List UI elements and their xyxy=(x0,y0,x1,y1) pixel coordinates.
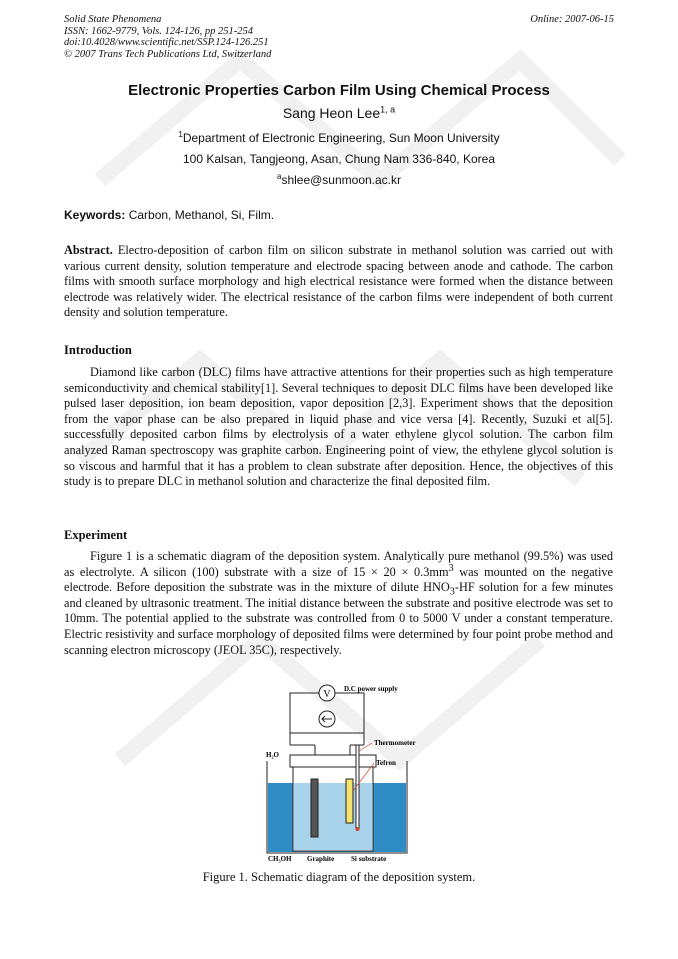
online-date: Online: 2007-06-15 xyxy=(530,14,614,25)
experiment-text-2: was mounted on the negative electrode. Before deposition the substrate was in the mixture of dilute HNO xyxy=(64,564,614,595)
introduction-text: Diamond like carbon (DLC) films have attractive attentions for their properties such as high temperature semiconductivity and chemical stability[1]. Several techniques to deposit DLC films have been developed like pulsed laser deposition, ion beam deposition, vapor deposition [2,3]. Experiment shows that the deposition from the vapor phase can be also prepared in liquid phase and vice versa [4]. Recently, Suzuki et al[5]. successfully deposited carbon films by electrolysis of a water ethylene glycol solution. The carbon film analyzed Raman spectroscopy was graphite carbon. Engineering point of view, the ethylene glycol solution is so viscous and harmful that it has a problem to clean substrate after deposition. Hence, the objectives of this study is to prepare DLC in methanol solution and characterize the final deposited film. xyxy=(64,365,613,489)
copyright: © 2007 Trans Tech Publications Ltd, Switzerland xyxy=(64,48,272,60)
experiment-text-3: -HF solution for a few minutes and cleaned by ultrasonic treatment. The initial distance between the substrate and positive electrode was set to 10mm. The potential applied to the substrate was controlled from 0 to 5000 V under a constant temperature. Electric resistivity and surface morphology of deposited films were determined by four point probe method and scanning electron microscopy (JEOL 35C), respectively. xyxy=(64,580,613,657)
affiliation-email xyxy=(0,173,678,187)
keywords xyxy=(64,208,274,222)
experiment-heading: Experiment xyxy=(64,528,128,542)
doi: doi:10.4028/www.scientific.net/SSP.124-126.251 xyxy=(64,37,269,48)
si-substrate-label: Si substrate xyxy=(351,855,387,863)
author-name: Sang Heon Lee xyxy=(282,105,381,121)
h2o-label: H₂O xyxy=(266,751,279,759)
abstract-text: Electro-deposition of carbon film on silicon substrate in methanol solution was carried out with various current density, solution temperature and electrode spacing between anode and cathode. The carbon films with smooth surface morphology and high electrical resistance were formed when the distance between electrode was relatively wider. The electrical resistance of the carbon films were independent of both current density and solution temperature. xyxy=(64,243,613,320)
tefron-label: Tefron xyxy=(376,759,396,767)
abstract xyxy=(64,243,613,321)
thermometer-label: Thermometer xyxy=(374,739,416,747)
ch3oh-label: CH₃OH xyxy=(268,855,292,863)
author-sup: 1, a xyxy=(380,104,396,115)
deposition-system-diagram xyxy=(262,683,422,863)
thermometer-icon xyxy=(356,745,359,829)
email: shlee@sunmoon.ac.kr xyxy=(281,173,402,187)
graphite-electrode xyxy=(311,779,318,837)
author xyxy=(0,105,678,121)
experiment-text-1: Figure 1 is a schematic diagram of the deposition system. Analytically pure methanol (99.5%) was used as electrolyte. A silicon (100) substrate with a size of 15 × 20 × 0.3mm xyxy=(64,549,613,579)
si-substrate-electrode xyxy=(346,779,353,823)
introduction-heading: Introduction xyxy=(64,343,132,357)
graphite-label: Graphite xyxy=(307,855,335,863)
dc-power-label: D.C power supply xyxy=(344,685,398,693)
journal-header xyxy=(64,14,614,60)
methanol-fill xyxy=(294,783,372,850)
voltmeter-label: V xyxy=(323,689,331,700)
thermometer-bulb xyxy=(356,827,360,831)
paper-title: Electronic Properties Carbon Film Using Chemical Process xyxy=(128,82,550,99)
affiliation-line1 xyxy=(0,131,678,145)
affil-sup-a: a xyxy=(276,172,282,181)
affil-sup-1: 1 xyxy=(178,130,183,139)
figure-caption: Figure 1. Schematic diagram of the deposition system. xyxy=(202,870,476,884)
issn: ISSN: 1662-9779, Vols. 124-126, pp 251-254 xyxy=(64,25,253,37)
beaker-lid xyxy=(290,755,376,767)
journal-name: Solid State Phenomena xyxy=(64,14,162,25)
keywords-label: Keywords: xyxy=(64,208,126,222)
experiment-sub: 3 xyxy=(449,586,455,598)
affiliation-line2: 100 Kalsan, Tangjeong, Asan, Chung Nam 336-840, Korea xyxy=(183,152,495,166)
experiment-text xyxy=(64,549,613,658)
keywords-text: Carbon, Methanol, Si, Film. xyxy=(125,208,275,222)
abstract-label: Abstract. xyxy=(64,243,113,257)
experiment-sup: 3 xyxy=(448,562,454,574)
affiliation-dept: Department of Electronic Engineering, Sun Moon University xyxy=(182,131,500,145)
